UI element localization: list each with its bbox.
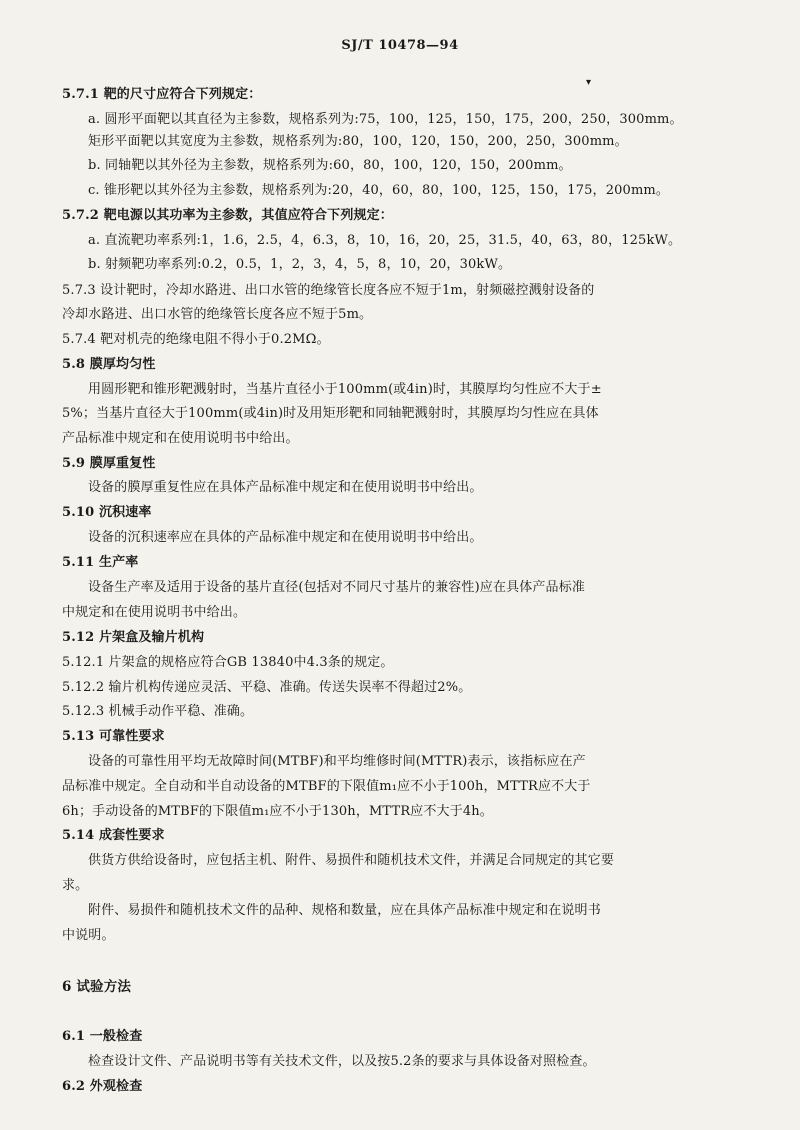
clause-5-7-3-line2: 冷却水路进、出口水管的绝缘管长度各应不短于5m。	[62, 307, 373, 322]
clause-5-7-4: 5.7.4 靶对机壳的绝缘电阻不得小于0.2MΩ。	[62, 332, 330, 347]
section-5-13-line3: 6h；手动设备的MTBF的下限值m₁应不小于130h，MTTR应不大于4h。	[62, 804, 493, 819]
section-5-10-title: 5.10 沉积速率	[62, 505, 152, 520]
list-item-c-cone-target: c. 锥形靶以其外径为主参数，规格系列为:20，40，60，80，100，125，150，175，200mm。	[88, 183, 670, 198]
section-5-11-line2: 中规定和在使用说明书中给出。	[62, 605, 247, 620]
clause-5-12-1: 5.12.1 片架盒的规格应符合GB 13840中4.3条的规定。	[62, 655, 394, 670]
section-5-11-line1: 设备生产率及适用于设备的基片直径(包括对不同尺寸基片的兼容性)应在具体产品标准	[88, 580, 585, 595]
chapter-6-title: 6 试验方法	[62, 979, 131, 995]
section-5-10-text: 设备的沉积速率应在具体的产品标准中规定和在使用说明书中给出。	[88, 530, 483, 545]
section-5-8-title: 5.8 膜厚均匀性	[62, 357, 156, 372]
standard-code-header: SJ/T 10478—94	[341, 38, 459, 53]
clause-5-12-3: 5.12.3 机械手动作平稳、准确。	[62, 704, 254, 719]
section-5-14-line3: 附件、易损件和随机技术文件的品种、规格和数量，应在具体产品标准中规定和在说明书	[88, 903, 601, 918]
section-5-8-line1: 用圆形靶和锥形靶溅射时，当基片直径小于100mm(或4in)时，其膜厚均匀性应不大于±	[88, 382, 602, 397]
list-item-a-circular-target: a. 圆形平面靶以其直径为主参数，规格系列为:75，100，125，150，175，200，250，300mm。	[88, 112, 683, 127]
list-item-a-dc-power: a. 直流靶功率系列:1，1.6，2.5，4，6.3，8，10，16，20，25，31.5，40，63，80，125kW。	[88, 233, 682, 248]
clause-5-7-1: 5.7.1 靶的尺寸应符合下列规定：	[62, 87, 262, 102]
section-5-14-line2: 求。	[62, 878, 89, 893]
section-6-1-title: 6.1 一般检查	[62, 1029, 143, 1044]
section-5-14-line1: 供货方供给设备时，应包括主机、附件、易损件和随机技术文件，并满足合同规定的其它要	[88, 853, 615, 868]
section-5-13-line1: 设备的可靠性用平均无故障时间(MTBF)和平均维修时间(MTTR)表示，该指标应在产	[88, 754, 586, 769]
section-5-13-title: 5.13 可靠性要求	[62, 729, 165, 744]
list-item-b-coaxial-target: b. 同轴靶以其外径为主参数，规格系列为:60，80，100，120，150，200mm。	[88, 158, 572, 173]
section-5-12-title: 5.12 片架盒及输片机构	[62, 630, 205, 645]
clause-5-7-2: 5.7.2 靶电源以其功率为主参数，其值应符合下列规定：	[62, 208, 393, 223]
section-5-8-line3: 产品标准中规定和在使用说明书中给出。	[62, 431, 299, 446]
section-5-9-title: 5.9 膜厚重复性	[62, 456, 156, 471]
section-5-11-title: 5.11 生产率	[62, 555, 139, 570]
scan-mark: ▾	[586, 77, 592, 88]
section-5-13-line2: 品标准中规定。全自动和半自动设备的MTBF的下限值m₁应不小于100h，MTTR应不大于	[62, 779, 591, 794]
section-6-1-text: 检查设计文件、产品说明书等有关技术文件，以及按5.2条的要求与具体设备对照检查。	[88, 1054, 596, 1069]
section-5-14-title: 5.14 成套性要求	[62, 828, 165, 843]
clause-5-12-2: 5.12.2 输片机构传递应灵活、平稳、准确。传送失误率不得超过2%。	[62, 680, 472, 695]
list-item-b-rf-power: b. 射频靶功率系列:0.2，0.5，1，2，3，4，5，8，10，20，30kW。	[88, 257, 512, 272]
clause-5-7-3-line1: 5.7.3 设计靶时，冷却水路进、出口水管的绝缘管长度各应不短于1m，射频磁控溅射设备的	[62, 283, 595, 298]
section-5-14-line4: 中说明。	[62, 928, 115, 943]
rect-target-text: 矩形平面靶以其宽度为主参数，规格系列为:80，100，120，150，200，250，300mm。	[88, 134, 628, 149]
section-5-9-text: 设备的膜厚重复性应在具体产品标准中规定和在使用说明书中给出。	[88, 480, 483, 495]
section-6-2-title: 6.2 外观检查	[62, 1079, 143, 1094]
section-5-8-line2: 5%；当基片直径大于100mm(或4in)时及用矩形靶和同轴靶溅射时，其膜厚均匀性应在具体	[62, 406, 599, 421]
